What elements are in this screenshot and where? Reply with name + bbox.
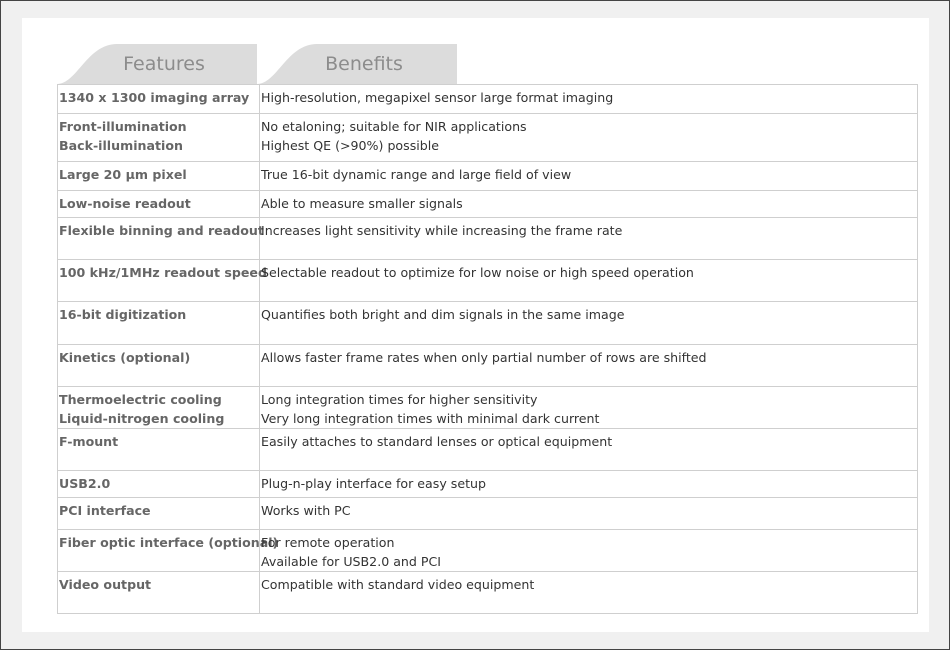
feature-text: Kinetics (optional): [59, 350, 191, 365]
benefit-text: Long integration times for higher sensitivity: [261, 392, 538, 407]
benefit-text: True 16-bit dynamic range and large field of view: [261, 167, 572, 182]
benefit-cell: [260, 260, 918, 302]
table-row: [58, 429, 918, 471]
benefit-text: Available for USB2.0 and PCI: [261, 554, 442, 569]
benefit-text: Compatible with standard video equipment: [261, 577, 535, 592]
table-row: [58, 572, 918, 614]
benefit-text: No etaloning; suitable for NIR applications: [261, 119, 527, 134]
feature-cell: [58, 302, 260, 345]
benefit-text: High-resolution, megapixel sensor large format imaging: [261, 90, 614, 105]
feature-text: Thermoelectric cooling: [59, 392, 222, 407]
benefit-text: Plug-n-play interface for easy setup: [261, 476, 487, 491]
benefit-cell: [260, 572, 918, 614]
table-row: [58, 471, 918, 498]
table-row: [58, 530, 918, 572]
benefit-text: For remote operation: [261, 535, 395, 550]
feature-text: Low-noise readout: [59, 196, 191, 211]
benefit-text: Works with PC: [261, 503, 351, 518]
feature-cell: [58, 530, 279, 572]
features-header-label: Features: [123, 53, 205, 75]
feature-text: Flexible binning and readout: [59, 223, 264, 238]
benefit-cell: [260, 530, 918, 572]
feature-text: Front-illumination: [59, 119, 187, 134]
feature-text: Video output: [59, 577, 152, 592]
feature-text: Large 20 µm pixel: [59, 167, 187, 182]
benefit-text: Very long integration times with minimal dark current: [261, 411, 600, 426]
table-row: [58, 387, 918, 429]
benefit-text: Allows faster frame rates when only partial number of rows are shifted: [261, 350, 707, 365]
benefits-header-label: Benefits: [325, 53, 403, 75]
feature-cell: [58, 218, 264, 260]
feature-cell: [58, 387, 260, 429]
benefit-text: Increases light sensitivity while increasing the frame rate: [261, 223, 623, 238]
benefit-cell: [260, 387, 918, 429]
feature-text: 16-bit digitization: [59, 307, 187, 322]
benefit-cell: [260, 345, 918, 387]
table-row: [58, 345, 918, 387]
benefit-cell: [260, 498, 918, 530]
feature-cell: [58, 498, 260, 530]
table-row: [58, 218, 918, 260]
feature-text: 1340 x 1300 imaging array: [59, 90, 250, 105]
benefit-cell: [260, 302, 918, 345]
feature-cell: [58, 114, 260, 162]
feature-cell: [58, 85, 260, 114]
table-row: [58, 260, 918, 302]
features-benefits-table: [57, 84, 918, 614]
table-row: [58, 302, 918, 345]
feature-text: Fiber optic interface (optional): [59, 535, 279, 550]
benefit-cell: [260, 191, 918, 218]
table-row: [58, 498, 918, 530]
feature-cell: [58, 345, 260, 387]
table-row: [58, 191, 918, 218]
feature-cell: [58, 191, 260, 218]
feature-cell: [58, 572, 260, 614]
table-row: [58, 162, 918, 191]
benefit-text: Highest QE (>90%) possible: [261, 138, 440, 153]
feature-cell: [58, 429, 260, 471]
table-row: [58, 85, 918, 114]
table-row: [58, 114, 918, 162]
feature-cell: [58, 260, 267, 302]
feature-text: Back-illumination: [59, 138, 183, 153]
feature-text: USB2.0: [59, 476, 111, 491]
benefit-text: Selectable readout to optimize for low noise or high speed operation: [261, 265, 694, 280]
feature-text: Liquid-nitrogen cooling: [59, 411, 225, 426]
benefit-cell: [260, 471, 918, 498]
benefit-cell: [260, 429, 918, 471]
feature-cell: [58, 471, 260, 498]
feature-text: PCI interface: [59, 503, 151, 518]
benefit-cell: [260, 218, 918, 260]
feature-cell: [58, 162, 260, 191]
benefit-cell: [260, 85, 918, 114]
benefit-cell: [260, 114, 918, 162]
benefit-cell: [260, 162, 918, 191]
benefit-text: Able to measure smaller signals: [261, 196, 463, 211]
benefits-header-tab: [257, 44, 457, 84]
benefit-text: Easily attaches to standard lenses or optical equipment: [261, 434, 613, 449]
feature-text: F-mount: [59, 434, 119, 449]
feature-text: 100 kHz/1MHz readout speed: [59, 265, 267, 280]
features-header-tab: [57, 44, 257, 84]
benefit-text: Quantifies both bright and dim signals in the same image: [261, 307, 625, 322]
